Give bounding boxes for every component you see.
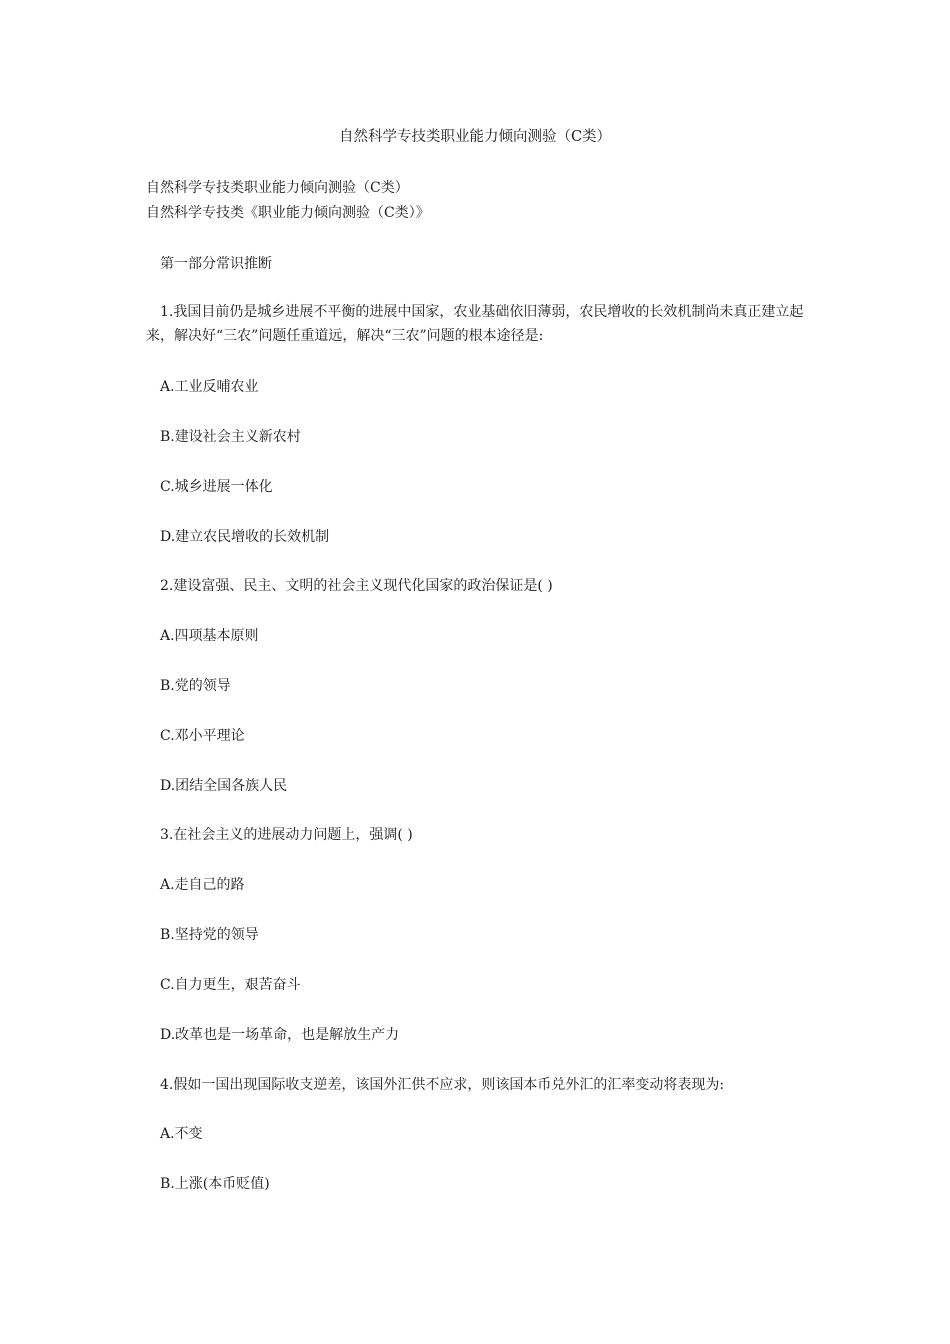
question-2-stem: 2.建设富强、民主、文明的社会主义现代化国家的政治保证是( ) — [160, 578, 553, 594]
question-4-option-a: A.不变 — [160, 1126, 203, 1142]
question-4-stem: 4.假如一国出现国际收支逆差，该国外汇供不应求，则该国本币兑外汇的汇率变动将表现为: — [160, 1077, 725, 1093]
question-2-option-a: A.四项基本原则 — [160, 628, 259, 644]
question-1-stem: 1.我国目前仍是城乡进展不平衡的进展中国家，农业基础依旧薄弱，农民增收的长效机制尚未真正建立起来，解决好“三农”问题任重道远，解决“三农”问题的根本途径是: — [146, 304, 804, 344]
question-3-option-d: D.改革也是一场革命，也是解放生产力 — [160, 1027, 400, 1043]
question-3-stem: 3.在社会主义的进展动力问题上，强调( ) — [160, 827, 413, 843]
question-3-option-c: C.自力更生，艰苦奋斗 — [160, 977, 301, 993]
question-2-option-b: B.党的领导 — [160, 678, 231, 694]
question-1-option-a: A.工业反哺农业 — [160, 379, 259, 395]
question-1-option-c: C.城乡进展一体化 — [160, 479, 273, 495]
question-3-option-a: A.走自己的路 — [160, 877, 245, 893]
section-heading: 第一部分常识推断 — [160, 256, 272, 272]
question-2-option-c: C.邓小平理论 — [160, 728, 245, 744]
question-4-option-b: B.上涨(本币贬值) — [160, 1176, 270, 1192]
question-1-option-d: D.建立农民增收的长效机制 — [160, 529, 330, 545]
subtitle-line-2: 自然科学专技类《职业能力倾向测验（C类）》 — [146, 205, 430, 221]
question-1-option-b: B.建设社会主义新农村 — [160, 429, 301, 445]
subtitle-line-1: 自然科学专技类职业能力倾向测验（C类） — [146, 180, 409, 196]
question-2-option-d: D.团结全国各族人民 — [160, 778, 288, 794]
question-3-option-b: B.坚持党的领导 — [160, 927, 259, 943]
document-title: 自然科学专技类职业能力倾向测验（C类） — [338, 129, 612, 145]
